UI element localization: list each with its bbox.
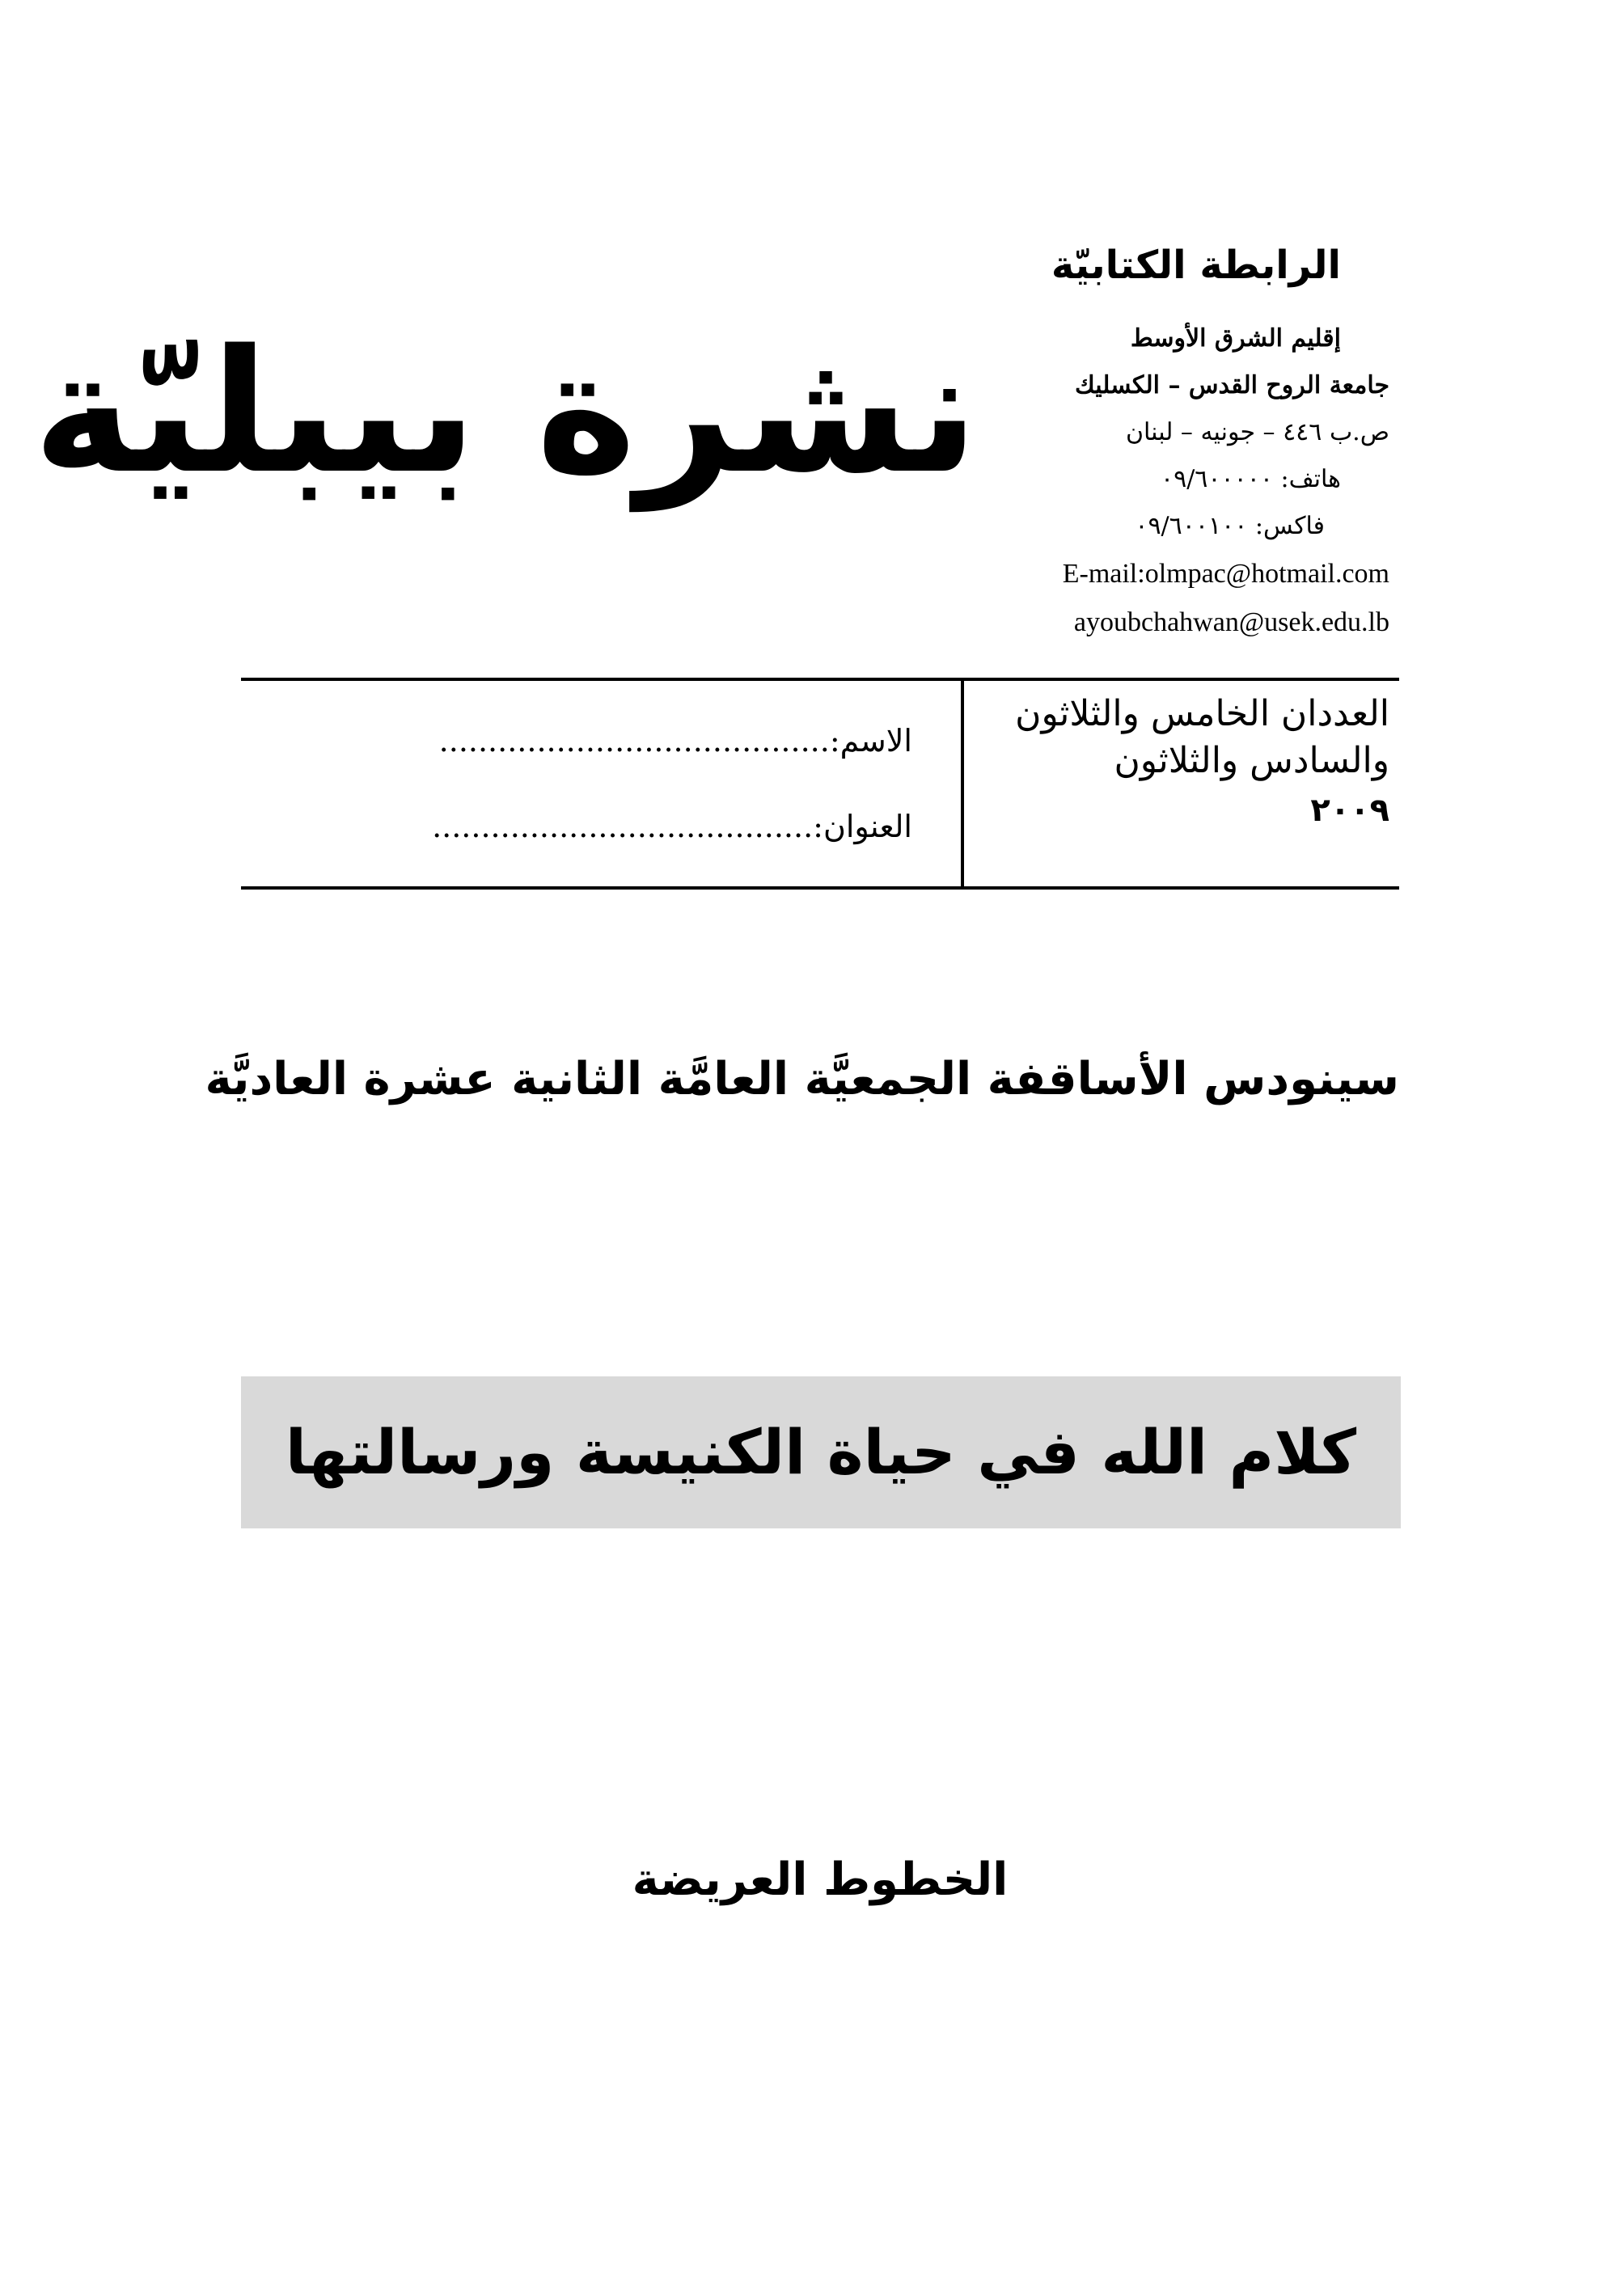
address-field-dots: ....................................... <box>432 809 814 844</box>
theme-banner <box>241 1376 1401 1528</box>
organization-info <box>1001 243 1389 647</box>
subscriber-fields <box>241 681 964 886</box>
synod-heading: سينودس الأساقفة الجمعيَّة العامَّة الثانية عشرة العاديَّة <box>205 1053 1399 1105</box>
issue-line-2: والسادس والثلاثون <box>1114 740 1389 781</box>
name-field-dots: ........................................ <box>438 723 830 759</box>
phone-line: هاتف: ٠٩/٦٠٠٠٠٠ <box>1160 464 1341 493</box>
address-field-label: العنوان: <box>813 809 912 844</box>
issue-line-1: العددان الخامس والثلاثون <box>1015 693 1389 734</box>
email-line-primary: E-mail:olmpac@hotmail.com <box>1062 558 1389 589</box>
issue-number-cell <box>964 681 1399 886</box>
fax-line: فاكس: ٠٩/٦٠٠١٠٠ <box>1135 511 1325 540</box>
university-line: جامعة الروح القدس – الكسليك <box>1074 370 1389 399</box>
region-line: إقليم الشرق الأوسط <box>1130 323 1341 353</box>
name-field-label: الاسم: <box>829 723 912 759</box>
issue-year: ٢٠٠٩ <box>1310 792 1389 829</box>
email-line-secondary: ayoubchahwan@usek.edu.lb <box>1073 607 1389 637</box>
address-field-row <box>432 809 912 844</box>
name-field-row <box>439 723 912 759</box>
theme-banner-text: كلام الله في حياة الكنيسة ورسالتها <box>285 1416 1357 1488</box>
issue-info-table <box>241 678 1399 890</box>
organization-name: الرابطة الكتابيّة <box>1051 243 1341 288</box>
section-title: الخطوط العريضة <box>632 1854 1009 1906</box>
po-box-line: ص.ب ٤٤٦ – جونيه – لبنان <box>1125 417 1389 446</box>
masthead-title: نشرة بيبليّة <box>32 313 979 511</box>
